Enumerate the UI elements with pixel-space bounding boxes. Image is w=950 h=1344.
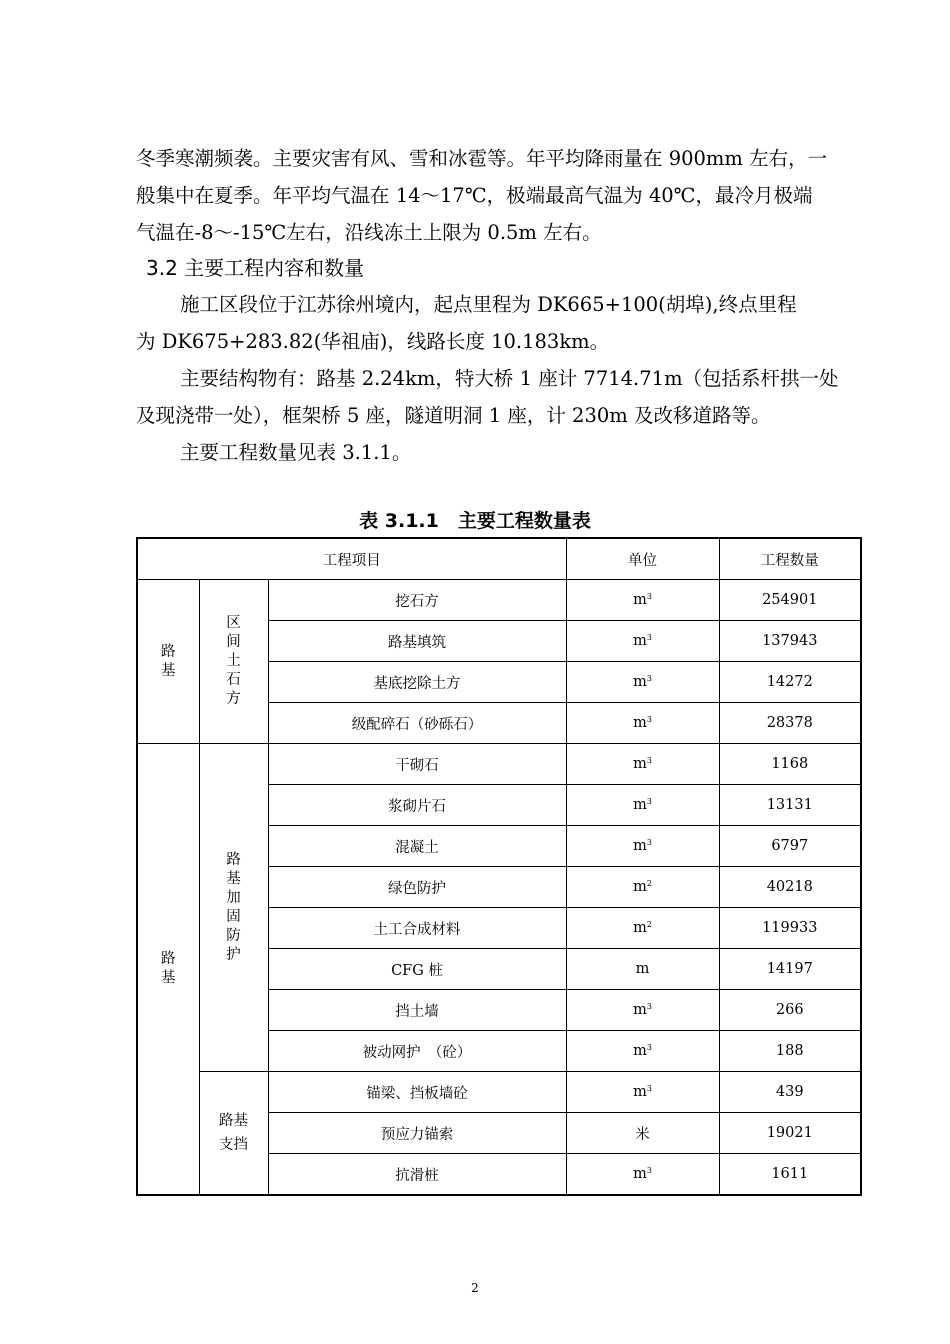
unit-cell (566, 908, 719, 949)
subgroup-label: 区间土石方 (226, 615, 241, 707)
header-item: 工程项目 (137, 538, 566, 580)
item-cell: 级配碎石（砂砾石） (268, 703, 566, 744)
text-line: 般集中在夏季。年平均气温在 14～17℃，极端最高气温为 40℃，最冷月极端 (136, 184, 813, 207)
item-cell: 预应力锚索 (268, 1113, 566, 1154)
item-cell: 基底挖除土方 (268, 662, 566, 703)
quantity-cell: 6797 (719, 826, 861, 867)
category-cell (137, 744, 199, 1196)
quantity-table (136, 537, 862, 1196)
item-cell: 绿色防护 (268, 867, 566, 908)
quantity-cell: 119933 (719, 908, 861, 949)
quantity-cell: 137943 (719, 621, 861, 662)
unit-label: m (633, 838, 647, 854)
unit-label: m (633, 1084, 647, 1100)
quantity-cell: 1168 (719, 744, 861, 785)
text-line: 施工区段位于江苏徐州境内，起点里程为 DK665+100(胡埠),终点里程 (180, 293, 797, 316)
unit-cell (566, 949, 719, 990)
item-cell: 挖石方 (268, 580, 566, 621)
page-number: 2 (471, 1281, 479, 1295)
item-cell: 锚梁、挡板墙砼 (268, 1072, 566, 1113)
quantity-cell: 254901 (719, 580, 861, 621)
item-cell: 被动网护 （砼） (268, 1031, 566, 1072)
quantity-cell: 188 (719, 1031, 861, 1072)
section-heading: 3.2 主要工程内容和数量 (146, 256, 365, 280)
text-line: 冬季寒潮频袭。主要灾害有风、雪和冰雹等。年平均降雨量在 900mm 左右，一 (136, 147, 828, 170)
unit-label: m (633, 1002, 647, 1018)
quantity-cell: 439 (719, 1072, 861, 1113)
unit-exponent: 3 (646, 1084, 652, 1093)
quantity-cell: 266 (719, 990, 861, 1031)
quantity-cell: 13131 (719, 785, 861, 826)
unit-exponent: 3 (646, 715, 652, 724)
text-line: 主要结构物有：路基 2.24km，特大桥 1 座计 7714.71m（包括系杆拱一处 (180, 367, 839, 390)
header-quantity: 工程数量 (719, 538, 861, 580)
text-line: 及现浇带一处），框架桥 5 座，隧道明洞 1 座，计 230m 及改移道路等。 (136, 404, 771, 427)
subgroup-cell (199, 580, 268, 744)
unit-exponent: 2 (646, 879, 652, 888)
unit-exponent: 2 (646, 920, 652, 929)
unit-label: m (633, 797, 647, 813)
unit-cell (566, 826, 719, 867)
text-line: 主要工程数量见表 3.1.1。 (180, 441, 412, 464)
unit-exponent: 3 (646, 756, 652, 765)
location-paragraph (136, 286, 862, 360)
unit-cell (566, 621, 719, 662)
item-cell: 挡土墙 (268, 990, 566, 1031)
unit-exponent: 3 (646, 1043, 652, 1052)
unit-label: 米 (635, 1126, 650, 1143)
header-unit: 单位 (566, 538, 719, 580)
unit-cell (566, 867, 719, 908)
quantity-cell: 14272 (719, 662, 861, 703)
unit-exponent: 3 (646, 1166, 652, 1175)
item-cell: 土工合成材料 (268, 908, 566, 949)
unit-label: m (633, 920, 647, 936)
category-label: 路基 (161, 643, 176, 679)
table-row (137, 580, 861, 621)
unit-label: m (633, 633, 647, 649)
quantity-cell: 14197 (719, 949, 861, 990)
subgroup-label: 路基加固防护 (226, 851, 241, 963)
table-reference-paragraph (136, 434, 862, 471)
item-cell: 路基填筑 (268, 621, 566, 662)
quantity-cell: 1611 (719, 1154, 861, 1196)
unit-cell (566, 662, 719, 703)
unit-cell (566, 1113, 719, 1154)
unit-cell (566, 1072, 719, 1113)
unit-exponent: 3 (646, 797, 652, 806)
unit-cell (566, 785, 719, 826)
unit-cell (566, 1154, 719, 1196)
item-cell: CFG 桩 (268, 949, 566, 990)
unit-exponent: 3 (646, 633, 652, 642)
category-label: 路基 (161, 951, 176, 986)
unit-cell (566, 703, 719, 744)
quantity-cell: 28378 (719, 703, 861, 744)
unit-cell (566, 580, 719, 621)
table-header-row (137, 538, 861, 580)
subgroup-label-line: 支挡 (219, 1137, 248, 1153)
unit-label: m (633, 1166, 647, 1182)
item-cell: 浆砌片石 (268, 785, 566, 826)
intro-paragraph (136, 140, 862, 251)
unit-cell (566, 1031, 719, 1072)
structures-paragraph (136, 360, 862, 434)
table-caption: 表 3.1.1 主要工程数量表 (359, 510, 591, 532)
subgroup-label-line: 路基 (219, 1113, 248, 1129)
unit-exponent: 3 (646, 1002, 652, 1011)
unit-exponent: 3 (646, 674, 652, 683)
unit-exponent: 3 (646, 838, 652, 847)
quantity-cell: 19021 (719, 1113, 861, 1154)
unit-cell (566, 744, 719, 785)
category-cell (137, 580, 199, 744)
unit-label: m (633, 756, 647, 772)
text-line: 气温在-8～-15℃左右，沿线冻土上限为 0.5m 左右。 (136, 221, 602, 244)
table-row (137, 1072, 861, 1113)
quantity-cell: 40218 (719, 867, 861, 908)
subgroup-cell (199, 1072, 268, 1196)
item-cell: 混凝土 (268, 826, 566, 867)
table-row (137, 744, 861, 785)
unit-label: m (633, 674, 647, 690)
unit-exponent: 3 (646, 592, 652, 601)
item-cell: 抗滑桩 (268, 1154, 566, 1196)
subgroup-cell (199, 744, 268, 1072)
text-line: 为 DK675+283.82(华祖庙)，线路长度 10.183km。 (136, 330, 610, 353)
item-cell: 干砌石 (268, 744, 566, 785)
unit-label: m (633, 1043, 647, 1059)
unit-label: m (633, 715, 647, 731)
unit-label: m (633, 879, 647, 895)
unit-cell (566, 990, 719, 1031)
unit-label: m (633, 592, 647, 608)
unit-label: m (635, 961, 650, 977)
